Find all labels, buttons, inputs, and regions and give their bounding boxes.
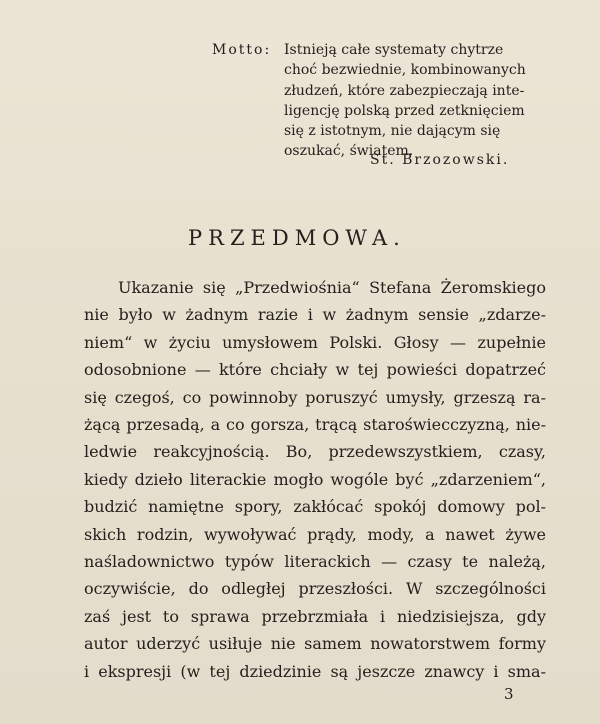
paragraph-line: nie było w żadnym razie i w żadnym sensie „zdarze- (84, 305, 546, 325)
motto-text-line: ligencję polską przed zetknięciem (284, 102, 525, 119)
motto-text-line: złudzeń, które zabezpieczają inte- (284, 82, 525, 99)
paragraph-line: skich rodzin, wywoływać prądy, mody, a nawet żywe (84, 524, 546, 544)
motto-text-line: Istnieją całe systematy chytrze (284, 42, 504, 58)
motto-block (212, 40, 552, 162)
paragraph-line: odosobnione — które chciały w tej powieści dopatrzeć (84, 360, 546, 380)
paragraph (84, 274, 546, 685)
paragraph-line: budzić namiętne spory, zakłócać spokój domowy pol- (84, 497, 546, 517)
paragraph-line: się czegoś, co powinnoby poruszyć umysły, grzeszą ra- (84, 387, 546, 407)
motto-text-line: się z istotnym, nie dającym się (284, 123, 501, 140)
paragraph-line: i ekspresji (w tej dziedzinie są jeszcze znawcy i sma- (84, 661, 546, 681)
paragraph-line: żącą przesadą, a co gorsza, trącą staroświecczyzną, nie- (84, 415, 546, 435)
paragraph-line: zaś jest to sprawa przebrzmiała i niedzisiejsza, gdy (84, 606, 546, 626)
paragraph-line: naśladownictwo typów literackich — czasy te należą, (84, 552, 546, 572)
paragraph-line: autor uderzyć usiłuje nie samem nowatorstwem formy (84, 634, 546, 654)
chapter-title: PRZEDMOWA. (188, 226, 406, 250)
paragraph-line: kiedy dzieło literackie mogło wogóle być „zdarzeniem“, (84, 469, 546, 489)
page-number: 3 (504, 685, 514, 703)
paragraph-line: niem“ w życiu umysłowem Polski. Głosy — zupełnie (84, 332, 546, 352)
motto-text-line: oszukać, światem. (284, 143, 414, 160)
paragraph-line: Ukazanie się „Przedwiośnia“ Stefana Żeromskiego (118, 278, 546, 297)
paragraph-line: ledwie reakcyjnością. Bo, przedewszystkiem, czasy, (84, 442, 546, 462)
motto-label: Motto: (212, 42, 272, 58)
paragraph-line: oczywiście, do odległej przeszłości. W szczególności (84, 579, 546, 599)
motto-line (212, 40, 552, 60)
motto-text-line: choć bezwiednie, kombinowanych (284, 62, 526, 79)
motto-author: St. Brzozowski. (370, 152, 510, 168)
